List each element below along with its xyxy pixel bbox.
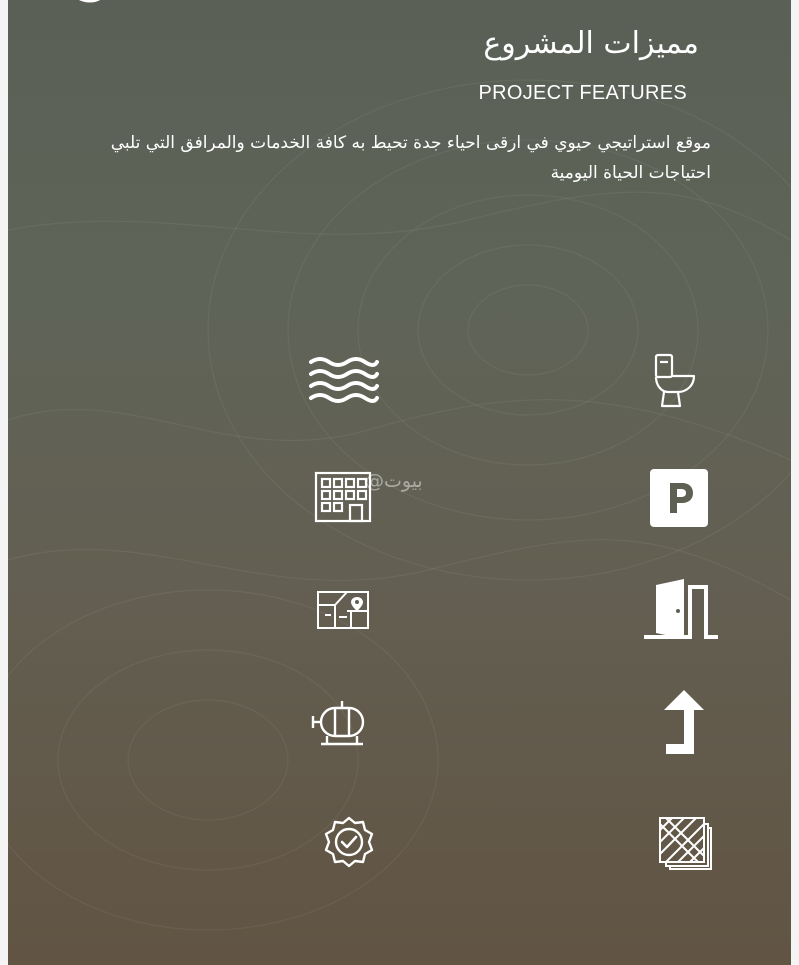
watermark: بيوت@ bbox=[365, 470, 423, 492]
arrow-up-icon bbox=[664, 690, 704, 754]
project-description: موقع استراتيجي حيوي في ارقى احياء جدة تحيط به كافة الخدمات والمرافق التي تلبي احتياجات الحياة اليومية bbox=[110, 133, 711, 183]
tank-icon bbox=[311, 700, 373, 746]
page-subtitle: PROJECT FEATURES bbox=[478, 82, 687, 104]
door-icon bbox=[644, 579, 720, 641]
toilet-icon bbox=[650, 352, 700, 410]
page-title: مميزات المشروع bbox=[483, 26, 699, 61]
parking-icon bbox=[650, 469, 708, 527]
features-card bbox=[8, 0, 791, 965]
building-icon bbox=[314, 471, 372, 523]
tiles-icon bbox=[658, 816, 712, 870]
water-waves-icon bbox=[307, 356, 379, 404]
quality-badge-icon bbox=[322, 816, 376, 870]
logo-icon bbox=[66, 0, 126, 14]
map-icon bbox=[317, 591, 369, 629]
